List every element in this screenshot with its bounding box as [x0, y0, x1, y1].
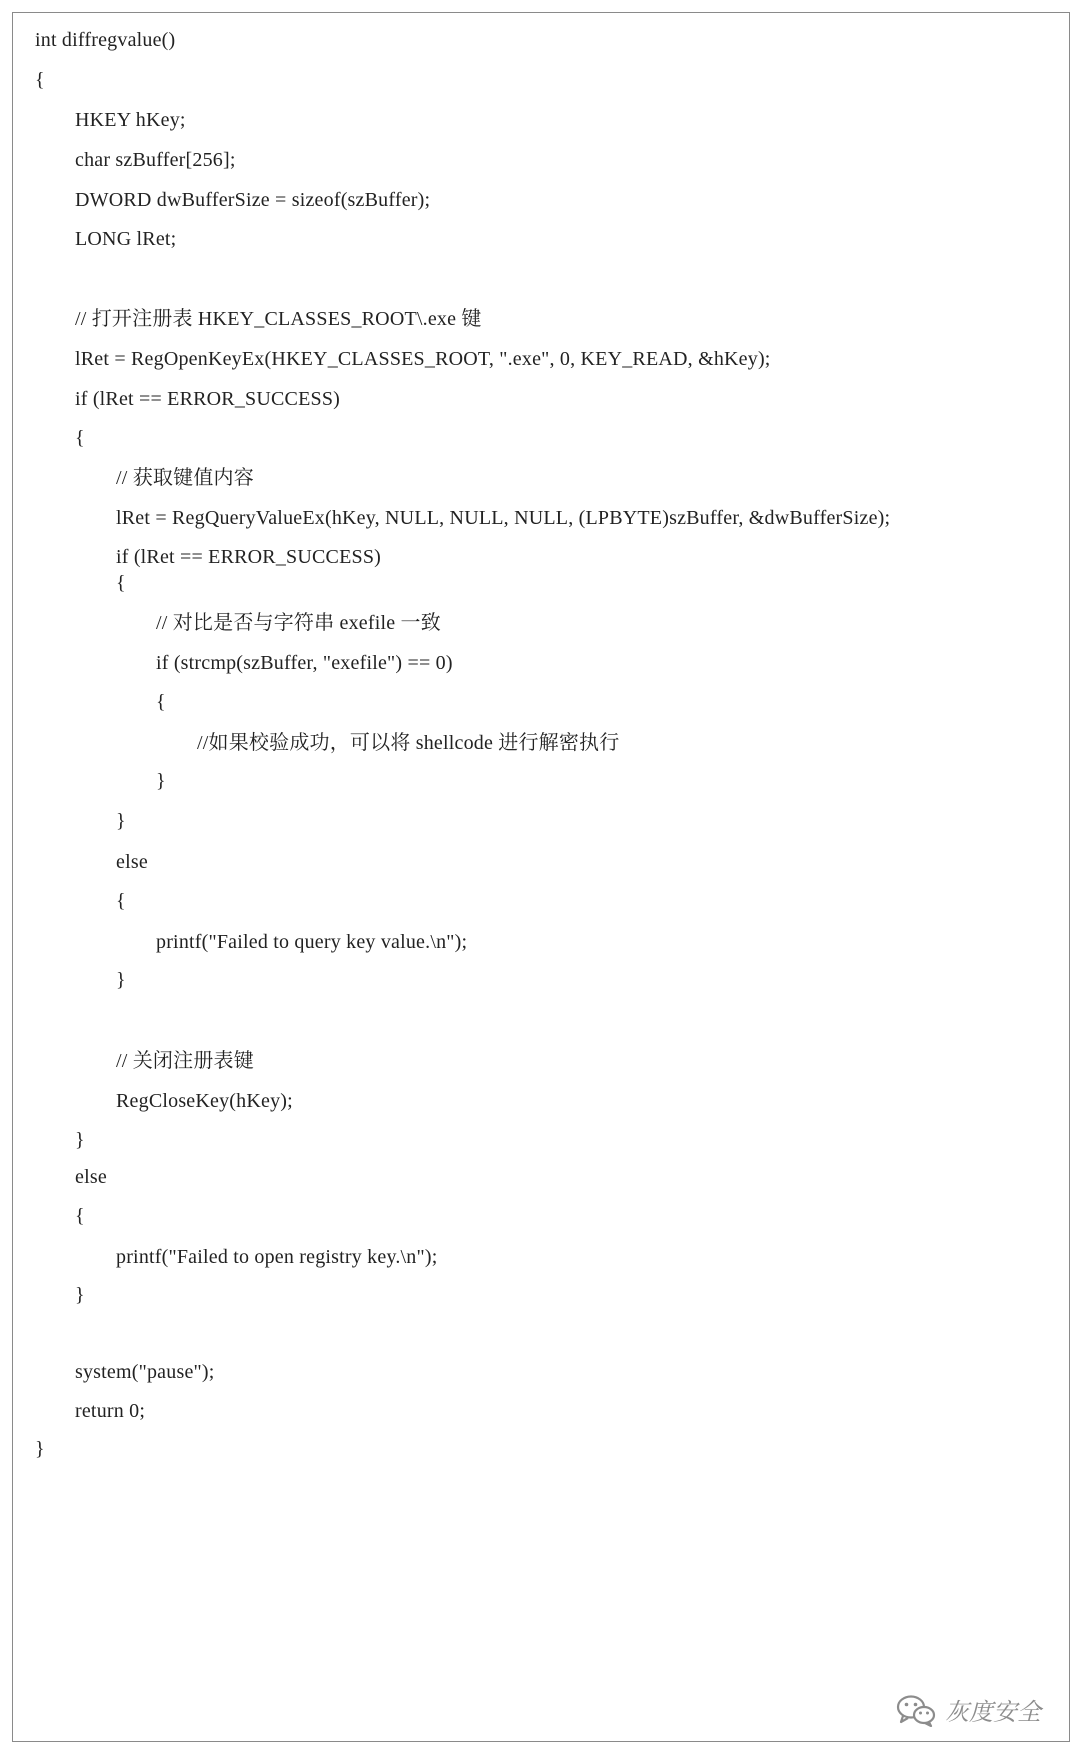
code-line: }	[116, 969, 126, 991]
code-block-frame	[12, 12, 1070, 1742]
code-comment: // 对比是否与字符串 exefile 一致	[156, 612, 441, 634]
code-comment: //如果校验成功，可以将 shellcode 进行解密执行	[197, 732, 620, 754]
code-line: if (lRet == ERROR_SUCCESS)	[116, 546, 382, 568]
code-line: printf("Failed to query key value.\n");	[156, 931, 468, 953]
code-line: {	[75, 1205, 85, 1227]
code-line: if (strcmp(szBuffer, "exefile") == 0)	[156, 652, 453, 674]
code-line: char szBuffer[256];	[75, 149, 236, 171]
code-comment: // 关闭注册表键	[116, 1050, 254, 1072]
wechat-icon	[895, 1693, 937, 1727]
code-comment: // 获取键值内容	[116, 467, 254, 489]
code-line: system("pause");	[75, 1361, 215, 1383]
code-line: lRet = RegOpenKeyEx(HKEY_CLASSES_ROOT, ".exe", 0, KEY_READ, &hKey);	[75, 348, 771, 370]
code-line: }	[35, 1438, 45, 1460]
code-line: {	[35, 69, 45, 91]
code-comment: // 打开注册表 HKEY_CLASSES_ROOT\.exe 键	[75, 308, 482, 330]
code-line: lRet = RegQueryValueEx(hKey, NULL, NULL, NULL, (LPBYTE)szBuffer, &dwBufferSize);	[116, 507, 891, 529]
code-line: return 0;	[75, 1400, 146, 1422]
code-line: RegCloseKey(hKey);	[116, 1090, 293, 1112]
code-line: {	[156, 691, 166, 713]
code-line: {	[75, 427, 85, 449]
code-line: }	[156, 770, 166, 792]
code-line: printf("Failed to open registry key.\n");	[116, 1246, 438, 1268]
code-line: HKEY hKey;	[75, 109, 186, 131]
code-line: {	[116, 890, 126, 912]
code-line: else	[75, 1166, 107, 1188]
code-line: if (lRet == ERROR_SUCCESS)	[75, 388, 341, 410]
code-line: else	[116, 851, 148, 873]
code-line: }	[116, 810, 126, 832]
watermark	[895, 1692, 1041, 1727]
code-line: LONG lRet;	[75, 228, 177, 250]
code-line: }	[75, 1129, 85, 1151]
code-line: int diffregvalue()	[35, 29, 176, 51]
code-line: }	[75, 1284, 85, 1306]
code-line: {	[116, 572, 126, 594]
watermark-text: 灰度安全	[945, 1698, 1041, 1726]
code-line: DWORD dwBufferSize = sizeof(szBuffer);	[75, 189, 431, 211]
